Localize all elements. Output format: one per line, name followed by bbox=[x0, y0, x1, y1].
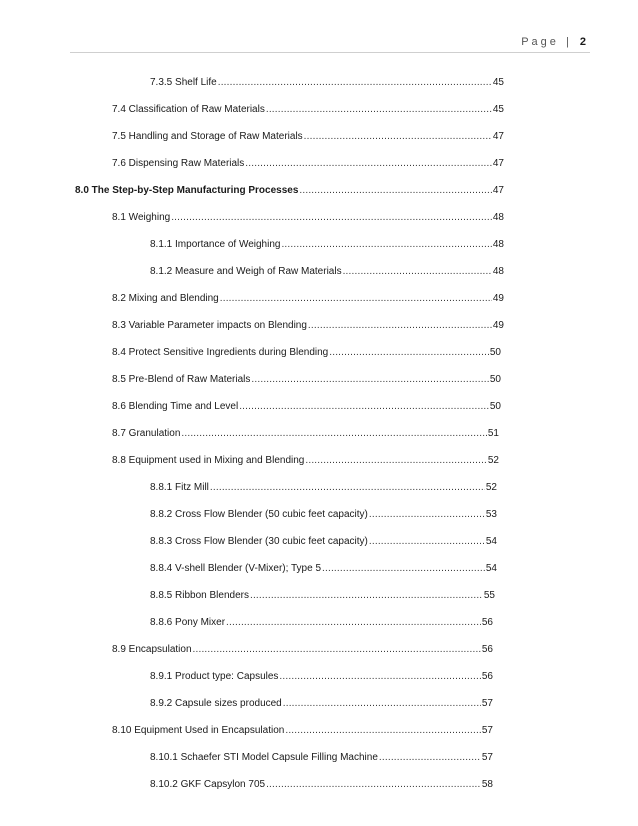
toc-entry-label: 8.8 Equipment used in Mixing and Blending bbox=[112, 455, 305, 466]
toc-entry-page: 52 bbox=[485, 482, 497, 493]
toc-entry-label: 8.1 Weighing bbox=[112, 212, 171, 223]
page-number: 2 bbox=[579, 36, 586, 48]
toc-entry-label: 8.6 Blending Time and Level bbox=[112, 401, 239, 412]
toc-entry-label: 7.4 Classification of Raw Materials bbox=[112, 104, 265, 115]
toc-entry-label: 8.8.5 Ribbon Blenders bbox=[150, 590, 249, 601]
leader-dots bbox=[299, 184, 491, 198]
leader-dots bbox=[379, 751, 481, 765]
toc-entry-page: 47 bbox=[492, 131, 504, 142]
toc-entry-label: 7.6 Dispensing Raw Materials bbox=[112, 158, 245, 169]
toc-entry-label: 8.8.4 V-shell Blender (V-Mixer); Type 5 bbox=[150, 563, 322, 574]
toc-entry-7-6[interactable] bbox=[112, 157, 504, 171]
toc-entry-page: 48 bbox=[492, 266, 504, 277]
toc-entry-label: 8.5 Pre-Blend of Raw Materials bbox=[112, 374, 251, 385]
toc-entry-8-8-3[interactable] bbox=[150, 535, 497, 549]
toc-entry-page: 58 bbox=[481, 779, 493, 790]
toc-entry-page: 47 bbox=[492, 185, 504, 196]
leader-dots bbox=[285, 724, 481, 738]
toc-entry-8-9-2[interactable] bbox=[150, 697, 493, 711]
toc-entry-label: 8.1.2 Measure and Weigh of Raw Materials bbox=[150, 266, 342, 277]
leader-dots bbox=[369, 508, 485, 522]
toc-entry-label: 8.7 Granulation bbox=[112, 428, 181, 439]
toc-entry-label: 8.10 Equipment Used in Encapsulation bbox=[112, 725, 285, 736]
toc-entry-label: 7.3.5 Shelf Life bbox=[150, 77, 217, 88]
toc-entry-8-10-1[interactable] bbox=[150, 751, 493, 765]
toc-entry-8-9[interactable] bbox=[112, 643, 493, 657]
toc-entry-8-4[interactable] bbox=[112, 346, 501, 360]
leader-dots bbox=[171, 211, 492, 225]
toc-entry-page: 53 bbox=[485, 509, 497, 520]
toc-entry-8-1-1[interactable] bbox=[150, 238, 504, 252]
leader-dots bbox=[218, 76, 492, 90]
toc-entry-label: 8.8.1 Fitz Mill bbox=[150, 482, 209, 493]
toc-entry-8-8-5[interactable] bbox=[150, 589, 495, 603]
leader-dots bbox=[193, 643, 481, 657]
toc-entry-8-8-4[interactable] bbox=[150, 562, 497, 576]
toc-entry-label: 8.8.6 Pony Mixer bbox=[150, 617, 226, 628]
toc-entry-7-5[interactable] bbox=[112, 130, 504, 144]
toc-entry-8-6[interactable] bbox=[112, 400, 501, 414]
header-rule bbox=[70, 52, 590, 53]
toc-entry-label: 8.10.2 GKF Capsylon 705 bbox=[150, 779, 266, 790]
leader-dots bbox=[220, 292, 492, 306]
toc-entry-label: 7.5 Handling and Storage of Raw Materials bbox=[112, 131, 303, 142]
page-header bbox=[521, 36, 586, 48]
toc-entry-label: 8.1.1 Importance of Weighing bbox=[150, 239, 281, 250]
toc-entry-page: 51 bbox=[487, 428, 499, 439]
leader-dots bbox=[283, 697, 481, 711]
leader-dots bbox=[250, 589, 483, 603]
toc-entry-8-9-1[interactable] bbox=[150, 670, 493, 684]
leader-dots bbox=[369, 535, 485, 549]
toc-entry-8-7[interactable] bbox=[112, 427, 499, 441]
toc-entry-page: 45 bbox=[492, 77, 504, 88]
toc-entry-8-10[interactable] bbox=[112, 724, 493, 738]
toc-entry-page: 50 bbox=[489, 401, 501, 412]
toc-entry-8-8[interactable] bbox=[112, 454, 499, 468]
toc-entry-page: 57 bbox=[481, 725, 493, 736]
toc-entry-label: 8.3 Variable Parameter impacts on Blending bbox=[112, 320, 307, 331]
toc-entry-8-10-2[interactable] bbox=[150, 778, 493, 792]
toc-entry-page: 48 bbox=[492, 212, 504, 223]
leader-dots bbox=[308, 319, 492, 333]
leader-dots bbox=[329, 346, 489, 360]
toc-entry-7-4[interactable] bbox=[112, 103, 504, 117]
toc-entry-label: 8.8.2 Cross Flow Blender (50 cubic feet capacity) bbox=[150, 509, 368, 520]
toc-entry-8-8-2[interactable] bbox=[150, 508, 497, 522]
toc-entry-label: 8.9.2 Capsule sizes produced bbox=[150, 698, 282, 709]
toc-entry-8-5[interactable] bbox=[112, 373, 501, 387]
leader-dots bbox=[304, 130, 492, 144]
toc-entry-page: 50 bbox=[489, 347, 501, 358]
toc-entry-8-1-2[interactable] bbox=[150, 265, 504, 279]
toc-entry-8-0[interactable] bbox=[75, 184, 504, 198]
toc-entry-page: 45 bbox=[492, 104, 504, 115]
toc-entry-page: 47 bbox=[492, 158, 504, 169]
toc-entry-8-1[interactable] bbox=[112, 211, 504, 225]
toc-entry-page: 49 bbox=[492, 320, 504, 331]
toc-entry-page: 56 bbox=[481, 617, 493, 628]
toc-entry-7-3-5[interactable] bbox=[150, 76, 504, 90]
toc-entry-page: 57 bbox=[481, 752, 493, 763]
leader-dots bbox=[181, 427, 486, 441]
leader-dots bbox=[266, 778, 481, 792]
toc-entry-page: 56 bbox=[481, 671, 493, 682]
leader-dots bbox=[239, 400, 489, 414]
toc-entry-label: 8.10.1 Schaefer STI Model Capsule Filling Machine bbox=[150, 752, 378, 763]
leader-dots bbox=[281, 238, 491, 252]
leader-dots bbox=[226, 616, 481, 630]
leader-dots bbox=[266, 103, 492, 117]
toc-entry-label: 8.0 The Step-by-Step Manufacturing Processes bbox=[75, 185, 299, 196]
leader-dots bbox=[245, 157, 492, 171]
toc-entry-page: 56 bbox=[481, 644, 493, 655]
toc-entry-label: 8.8.3 Cross Flow Blender (30 cubic feet capacity) bbox=[150, 536, 368, 547]
leader-dots bbox=[305, 454, 487, 468]
toc-entry-8-3[interactable] bbox=[112, 319, 504, 333]
toc-entry-label: 8.9.1 Product type: Capsules bbox=[150, 671, 279, 682]
leader-dots bbox=[251, 373, 488, 387]
toc-entry-page: 52 bbox=[487, 455, 499, 466]
toc-entry-page: 54 bbox=[485, 563, 497, 574]
leader-dots bbox=[343, 265, 492, 279]
page-separator: | bbox=[565, 36, 569, 48]
toc-entry-page: 49 bbox=[492, 293, 504, 304]
leader-dots bbox=[279, 670, 480, 684]
page-word: Page bbox=[521, 36, 559, 48]
toc-entry-label: 8.4 Protect Sensitive Ingredients during Blending bbox=[112, 347, 329, 358]
toc-entry-page: 48 bbox=[492, 239, 504, 250]
toc-entry-page: 54 bbox=[485, 536, 497, 547]
toc-entry-page: 50 bbox=[489, 374, 501, 385]
leader-dots bbox=[210, 481, 485, 495]
toc-entry-label: 8.9 Encapsulation bbox=[112, 644, 192, 655]
toc-entry-8-2[interactable] bbox=[112, 292, 504, 306]
toc-entry-page: 57 bbox=[481, 698, 493, 709]
leader-dots bbox=[322, 562, 485, 576]
toc-entry-8-8-6[interactable] bbox=[150, 616, 493, 630]
toc-entry-8-8-1[interactable] bbox=[150, 481, 497, 495]
toc-entry-page: 55 bbox=[483, 590, 495, 601]
toc-entry-label: 8.2 Mixing and Blending bbox=[112, 293, 219, 304]
